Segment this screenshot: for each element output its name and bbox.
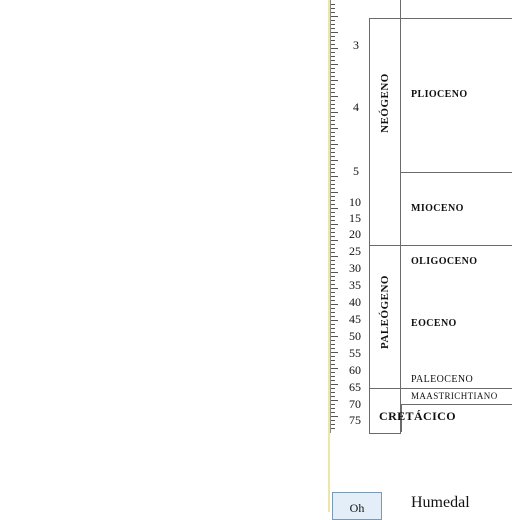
tick-label: 75 [349, 413, 361, 427]
ruler-tick [331, 224, 338, 225]
ruler-tick [331, 16, 338, 17]
ruler-tick [331, 208, 338, 209]
ruler-tick [331, 272, 338, 273]
ruler-tick [331, 252, 335, 253]
ruler-tick [331, 404, 335, 405]
epoch-label-maastrichtian: MAASTRICHTIANO [411, 391, 498, 401]
tick-label: 15 [349, 211, 361, 225]
ruler-tick [331, 160, 338, 161]
ruler-tick [331, 308, 335, 309]
ruler-tick [331, 196, 335, 197]
tick-label: 55 [349, 346, 361, 360]
era-column-right [400, 0, 401, 434]
era-paleogene-bottom [369, 388, 401, 389]
ruler-tick [331, 136, 335, 137]
tick-label: 40 [349, 295, 361, 309]
ruler-tick [331, 144, 338, 145]
ruler-tick [331, 320, 338, 321]
ruler-tick [331, 84, 335, 85]
ruler-tick [331, 4, 335, 5]
tick-label: 45 [349, 312, 361, 326]
ruler-tick [331, 156, 335, 157]
ruler-tick [331, 296, 335, 297]
ruler-tick [331, 264, 335, 265]
ruler-tick [331, 44, 335, 45]
era-top-line [369, 18, 512, 19]
ruler-tick [331, 28, 335, 29]
ruler-tick [331, 292, 335, 293]
ruler-tick [331, 416, 338, 417]
ruler-tick [331, 104, 335, 105]
ruler-tick [331, 328, 335, 329]
ruler-tick [331, 108, 335, 109]
ruler-tick [331, 216, 335, 217]
tick-label: 25 [349, 244, 361, 258]
era-cretaceous-bottom [369, 433, 401, 434]
epoch-maastrichtian-bottom [400, 404, 512, 405]
ruler-tick [331, 316, 335, 317]
tick-label: 20 [349, 227, 361, 241]
ruler-tick [331, 248, 335, 249]
ruler-tick [331, 412, 335, 413]
ruler-tick [331, 232, 335, 233]
ruler-tick [331, 76, 335, 77]
ruler-tick [331, 276, 335, 277]
ruler-tick [331, 24, 335, 25]
ruler-tick [331, 88, 335, 89]
ruler-tick [331, 372, 335, 373]
epoch-pliocene-bottom [400, 172, 512, 173]
ruler-tick [331, 244, 335, 245]
ruler-tick [331, 200, 335, 201]
ruler-tick [331, 388, 335, 389]
ruler-tick [331, 60, 335, 61]
tick-label: 50 [349, 329, 361, 343]
legend-swatch [332, 492, 382, 520]
ruler-tick [331, 376, 335, 377]
ruler-tick [331, 20, 335, 21]
ruler-tick [331, 180, 335, 181]
ruler-tick [331, 188, 335, 189]
epoch-label-eocene: EOCENO [411, 318, 457, 329]
ruler-tick [331, 212, 335, 213]
epoch-label-pliocene: PLIOCENO [411, 89, 468, 100]
ruler-tick [331, 184, 335, 185]
ruler-tick [331, 140, 335, 141]
era-label-neogene: NEÓGENO [379, 73, 391, 133]
ruler-tick [331, 420, 335, 421]
ruler-tick [331, 304, 338, 305]
ruler-tick [331, 336, 338, 337]
ruler-tick [331, 80, 338, 81]
ruler-tick [331, 332, 335, 333]
ruler-tick [331, 356, 335, 357]
era-neogene-bottom [369, 245, 512, 246]
ruler-tick [331, 100, 335, 101]
era-label-paleogene: PALEÓGENO [379, 275, 391, 349]
ruler-tick [331, 228, 335, 229]
ruler-tick [331, 204, 335, 205]
ruler-tick [331, 48, 338, 49]
ruler-tick [331, 92, 335, 93]
ruler-tick [331, 348, 335, 349]
ruler-tick [331, 408, 335, 409]
ruler-tick [331, 176, 338, 177]
ruler-tick [331, 64, 338, 65]
ruler-tick [331, 288, 338, 289]
ruler-tick [331, 352, 338, 353]
ruler-tick [331, 392, 335, 393]
ruler-tick [331, 260, 335, 261]
tick-label: 60 [349, 363, 361, 377]
ruler-tick [331, 428, 335, 429]
ruler-tick [331, 96, 338, 97]
ruler-tick [331, 168, 335, 169]
era-column-left [369, 18, 370, 434]
tick-label: 30 [349, 261, 361, 275]
ruler-tick [331, 280, 335, 281]
ruler-tick [331, 424, 335, 425]
epoch-label-oligocene: OLIGOCENO [411, 256, 478, 267]
ruler-tick [331, 340, 335, 341]
ruler-tick [331, 240, 338, 241]
ruler-tick [331, 256, 338, 257]
ruler-tick [331, 128, 338, 129]
tick-label: 10 [349, 195, 361, 209]
ruler-tick [331, 164, 335, 165]
ruler-tick [331, 52, 335, 53]
ruler-tick [331, 12, 335, 13]
ruler-tick [331, 384, 338, 385]
ruler-tick [331, 236, 335, 237]
ruler-tick [331, 152, 335, 153]
ruler-tick [331, 116, 335, 117]
ruler-tick [331, 284, 335, 285]
ruler-tick [331, 368, 338, 369]
ruler-tick [331, 324, 335, 325]
ruler-tick [331, 360, 335, 361]
tick-label: 35 [349, 278, 361, 292]
legend-code: Oh [349, 501, 365, 515]
legend-label: Humedal [411, 494, 470, 511]
tick-label: 4 [353, 100, 359, 114]
ruler-tick [331, 56, 335, 57]
ruler-tick [331, 380, 335, 381]
ruler-tick [331, 72, 335, 73]
ruler-tick [331, 400, 338, 401]
tick-label: 5 [353, 164, 359, 178]
ruler-tick [331, 36, 335, 37]
ruler-tick [331, 172, 335, 173]
epoch-paleocene-bottom [400, 388, 512, 389]
era-label-cretaceous: CRETÁCICO [379, 409, 456, 423]
ruler-tick [331, 192, 338, 193]
ruler-tick [331, 124, 335, 125]
ruler-tick [331, 8, 335, 9]
ruler-tick [331, 396, 335, 397]
tick-label: 70 [349, 397, 361, 411]
tick-label: 65 [349, 380, 361, 394]
epoch-label-paleocene: PALEOCENO [411, 374, 474, 385]
ruler-tick [331, 312, 335, 313]
ruler-tick [331, 300, 335, 301]
ruler-tick [331, 68, 335, 69]
tick-label: 3 [353, 38, 359, 52]
ruler-tick [331, 132, 335, 133]
ruler-tick [331, 344, 335, 345]
ruler-tick [331, 120, 335, 121]
ruler-tick [331, 220, 335, 221]
ruler-tick [331, 364, 335, 365]
ruler-tick [331, 268, 335, 269]
ruler-tick [331, 112, 338, 113]
epoch-label-miocene: MIOCENO [411, 203, 464, 214]
ruler-tick [331, 148, 335, 149]
ruler-tick [331, 32, 338, 33]
ruler-tick [331, 40, 335, 41]
